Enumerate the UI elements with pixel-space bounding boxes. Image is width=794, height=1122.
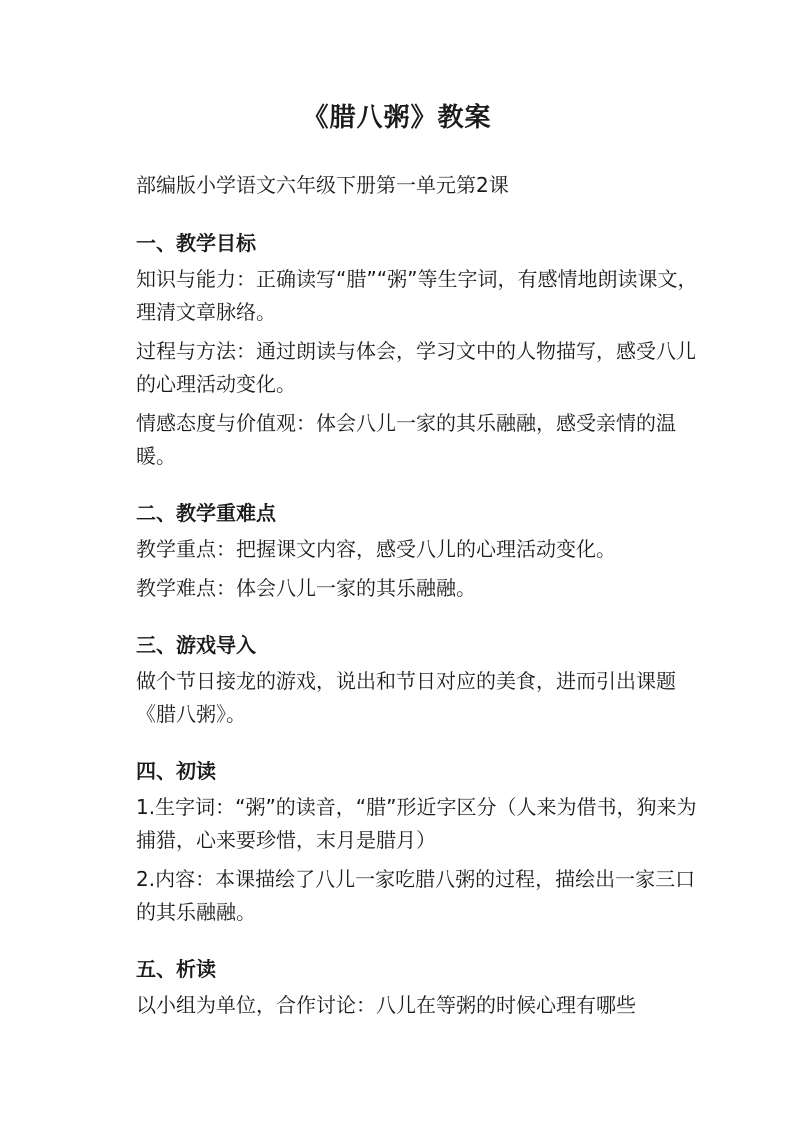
- section-heading: 三、游戏导入: [136, 633, 256, 657]
- paragraph: 以小组为单位，合作讨论：八儿在等粥的时候心理有哪些: [136, 993, 636, 1017]
- section-key-difficulties: [136, 495, 706, 605]
- document-subtitle: 部编版小学语文六年级下册第一单元第2课: [136, 173, 509, 197]
- section-first-reading: [136, 753, 706, 929]
- section-game-intro: [136, 627, 706, 731]
- paragraph: 做个节日接龙的游戏，说出和节日对应的美食，进而引出课题《腊八粥》。: [136, 669, 676, 726]
- document-title: 《腊八粥》教案: [302, 103, 492, 133]
- paragraph: 情感态度与价值观：体会八儿一家的其乐融融，感受亲情的温暖。: [136, 411, 676, 468]
- section-heading: 一、教学目标: [136, 231, 256, 255]
- document-body: [136, 225, 706, 1044]
- paragraph: 过程与方法：通过朗读与体会，学习文中的人物描写，感受八儿的心理活动变化。: [136, 339, 696, 396]
- section-analysis-reading: [136, 951, 706, 1022]
- paragraph: 2.内容：本课描绘了八儿一家吃腊八粥的过程，描绘出一家三口的其乐融融。: [136, 867, 696, 924]
- paragraph: 1.生字词：“粥”的读音，“腊”形近字区分（人来为借书，狗来为捕猎，心来要珍惜，末月是腊月）: [136, 795, 697, 852]
- section-heading: 五、析读: [136, 957, 216, 981]
- paragraph: 教学难点：体会八儿一家的其乐融融。: [136, 576, 476, 600]
- section-heading: 四、初读: [136, 759, 216, 783]
- section-heading: 二、教学重难点: [136, 501, 276, 525]
- paragraph: 教学重点：把握课文内容，感受八儿的心理活动变化。: [136, 537, 616, 561]
- section-teaching-goals: [136, 225, 706, 473]
- paragraph: 知识与能力：正确读写“腊”“粥”等生字词，有感情地朗读课文，理清文章脉络。: [136, 267, 698, 324]
